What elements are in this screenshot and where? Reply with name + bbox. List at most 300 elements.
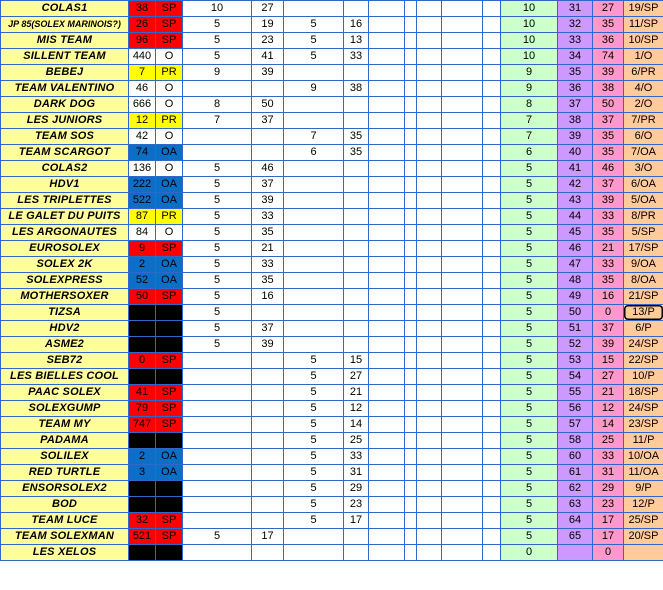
team-number-cell[interactable]: 96: [129, 33, 156, 49]
team-number-cell[interactable]: 79: [129, 401, 156, 417]
overall-position-cell[interactable]: 62: [558, 481, 593, 497]
empty-col-1-cell[interactable]: [369, 129, 405, 145]
score-a-cell[interactable]: 5: [183, 177, 252, 193]
class-rank-cell[interactable]: 21/SP: [624, 289, 663, 305]
score-d-cell[interactable]: 23: [344, 497, 369, 513]
score-d-cell[interactable]: 29: [344, 481, 369, 497]
empty-col-2-cell[interactable]: [405, 481, 417, 497]
empty-col-4-cell[interactable]: [442, 369, 483, 385]
team-number-cell[interactable]: 26: [129, 17, 156, 33]
empty-col-5-cell[interactable]: [483, 545, 501, 561]
overall-position-cell[interactable]: 48: [558, 273, 593, 289]
empty-col-3-cell[interactable]: [417, 369, 442, 385]
score-b-cell[interactable]: [252, 417, 284, 433]
score-c-cell[interactable]: 5: [284, 465, 344, 481]
overall-position-cell[interactable]: 50: [558, 305, 593, 321]
category-code-cell[interactable]: OA: [156, 145, 183, 161]
points-cell[interactable]: 35: [593, 17, 624, 33]
empty-col-4-cell[interactable]: [442, 145, 483, 161]
score-c-cell[interactable]: [284, 257, 344, 273]
score-b-cell[interactable]: 27: [252, 1, 284, 17]
empty-col-2-cell[interactable]: [405, 209, 417, 225]
score-d-cell[interactable]: 12: [344, 401, 369, 417]
empty-col-5-cell[interactable]: [483, 129, 501, 145]
points-cell[interactable]: 39: [593, 337, 624, 353]
empty-col-4-cell[interactable]: [442, 193, 483, 209]
empty-col-3-cell[interactable]: [417, 193, 442, 209]
empty-col-4-cell[interactable]: [442, 321, 483, 337]
races-count-cell[interactable]: 5: [501, 513, 558, 529]
score-a-cell[interactable]: [183, 145, 252, 161]
team-name-cell[interactable]: LES ARGONAUTES: [1, 225, 129, 241]
score-c-cell[interactable]: [284, 545, 344, 561]
empty-col-2-cell[interactable]: [405, 17, 417, 33]
empty-col-1-cell[interactable]: [369, 193, 405, 209]
score-c-cell[interactable]: 5: [284, 49, 344, 65]
score-a-cell[interactable]: 5: [183, 305, 252, 321]
class-rank-cell[interactable]: 12/P: [624, 497, 663, 513]
empty-col-2-cell[interactable]: [405, 65, 417, 81]
score-b-cell[interactable]: [252, 513, 284, 529]
empty-col-2-cell[interactable]: [405, 529, 417, 545]
empty-col-5-cell[interactable]: [483, 497, 501, 513]
class-rank-cell[interactable]: 6/P: [624, 321, 663, 337]
score-c-cell[interactable]: 5: [284, 513, 344, 529]
overall-position-cell[interactable]: 44: [558, 209, 593, 225]
team-number-cell[interactable]: 440: [129, 49, 156, 65]
empty-col-1-cell[interactable]: [369, 257, 405, 273]
team-number-cell[interactable]: 7: [129, 65, 156, 81]
overall-position-cell[interactable]: 53: [558, 353, 593, 369]
score-c-cell[interactable]: [284, 321, 344, 337]
points-cell[interactable]: 27: [593, 1, 624, 17]
overall-position-cell[interactable]: 35: [558, 65, 593, 81]
empty-col-2-cell[interactable]: [405, 497, 417, 513]
team-number-cell[interactable]: 74: [129, 145, 156, 161]
empty-col-5-cell[interactable]: [483, 257, 501, 273]
category-code-cell[interactable]: P: [156, 305, 183, 321]
empty-col-1-cell[interactable]: [369, 433, 405, 449]
team-name-cell[interactable]: TEAM VALENTINO: [1, 81, 129, 97]
empty-col-4-cell[interactable]: [442, 161, 483, 177]
score-b-cell[interactable]: 35: [252, 225, 284, 241]
team-number-cell[interactable]: 50: [129, 289, 156, 305]
score-c-cell[interactable]: [284, 161, 344, 177]
overall-position-cell[interactable]: 60: [558, 449, 593, 465]
empty-col-2-cell[interactable]: [405, 369, 417, 385]
overall-position-cell[interactable]: 46: [558, 241, 593, 257]
score-b-cell[interactable]: [252, 353, 284, 369]
empty-col-3-cell[interactable]: [417, 161, 442, 177]
class-rank-cell[interactable]: 8/OA: [624, 273, 663, 289]
empty-col-5-cell[interactable]: [483, 465, 501, 481]
empty-col-2-cell[interactable]: [405, 129, 417, 145]
category-code-cell[interactable]: OA: [156, 177, 183, 193]
class-rank-cell[interactable]: 10/SP: [624, 33, 663, 49]
score-c-cell[interactable]: [284, 97, 344, 113]
empty-col-4-cell[interactable]: [442, 273, 483, 289]
empty-col-5-cell[interactable]: [483, 225, 501, 241]
category-code-cell[interactable]: P: [156, 369, 183, 385]
empty-col-2-cell[interactable]: [405, 513, 417, 529]
empty-col-5-cell[interactable]: [483, 97, 501, 113]
team-number-cell[interactable]: 32: [129, 513, 156, 529]
score-a-cell[interactable]: 5: [183, 529, 252, 545]
empty-col-4-cell[interactable]: [442, 129, 483, 145]
score-c-cell[interactable]: 5: [284, 449, 344, 465]
empty-col-3-cell[interactable]: [417, 497, 442, 513]
category-code-cell[interactable]: OA: [156, 449, 183, 465]
empty-col-2-cell[interactable]: [405, 257, 417, 273]
empty-col-1-cell[interactable]: [369, 289, 405, 305]
team-number-cell[interactable]: 222: [129, 177, 156, 193]
races-count-cell[interactable]: 5: [501, 209, 558, 225]
score-a-cell[interactable]: 5: [183, 49, 252, 65]
overall-position-cell[interactable]: 40: [558, 145, 593, 161]
score-b-cell[interactable]: 33: [252, 257, 284, 273]
score-c-cell[interactable]: [284, 289, 344, 305]
empty-col-4-cell[interactable]: [442, 113, 483, 129]
overall-position-cell[interactable]: 61: [558, 465, 593, 481]
category-code-cell[interactable]: SP: [156, 401, 183, 417]
score-d-cell[interactable]: [344, 209, 369, 225]
empty-col-2-cell[interactable]: [405, 193, 417, 209]
team-number-cell[interactable]: 521: [129, 529, 156, 545]
score-b-cell[interactable]: 50: [252, 97, 284, 113]
team-name-cell[interactable]: MOTHERSOXER: [1, 289, 129, 305]
overall-position-cell[interactable]: 55: [558, 385, 593, 401]
empty-col-3-cell[interactable]: [417, 257, 442, 273]
class-rank-cell[interactable]: 17/SP: [624, 241, 663, 257]
score-b-cell[interactable]: 19: [252, 17, 284, 33]
overall-position-cell[interactable]: 47: [558, 257, 593, 273]
empty-col-1-cell[interactable]: [369, 401, 405, 417]
score-a-cell[interactable]: [183, 353, 252, 369]
score-b-cell[interactable]: [252, 481, 284, 497]
category-code-cell[interactable]: PR: [156, 209, 183, 225]
empty-col-1-cell[interactable]: [369, 177, 405, 193]
races-count-cell[interactable]: 5: [501, 177, 558, 193]
empty-col-4-cell[interactable]: [442, 465, 483, 481]
overall-position-cell[interactable]: [558, 545, 593, 561]
empty-col-3-cell[interactable]: [417, 321, 442, 337]
class-rank-cell[interactable]: 5/SP: [624, 225, 663, 241]
score-a-cell[interactable]: 5: [183, 289, 252, 305]
empty-col-5-cell[interactable]: [483, 193, 501, 209]
empty-col-3-cell[interactable]: [417, 385, 442, 401]
empty-col-3-cell[interactable]: [417, 529, 442, 545]
points-cell[interactable]: 35: [593, 145, 624, 161]
races-count-cell[interactable]: 5: [501, 257, 558, 273]
team-name-cell[interactable]: RED TURTLE: [1, 465, 129, 481]
team-number-cell[interactable]: 0: [129, 353, 156, 369]
empty-col-2-cell[interactable]: [405, 161, 417, 177]
class-rank-cell[interactable]: 1/O: [624, 49, 663, 65]
class-rank-cell[interactable]: 25/SP: [624, 513, 663, 529]
empty-col-4-cell[interactable]: [442, 385, 483, 401]
team-name-cell[interactable]: SOLEX 2K: [1, 257, 129, 273]
team-number-cell[interactable]: 522: [129, 193, 156, 209]
empty-col-3-cell[interactable]: [417, 209, 442, 225]
team-name-cell[interactable]: COLAS1: [1, 1, 129, 17]
empty-col-4-cell[interactable]: [442, 401, 483, 417]
races-count-cell[interactable]: 0: [501, 545, 558, 561]
category-code-cell[interactable]: O: [156, 49, 183, 65]
score-c-cell[interactable]: [284, 193, 344, 209]
team-number-cell[interactable]: 87: [129, 209, 156, 225]
score-c-cell[interactable]: 7: [284, 129, 344, 145]
empty-col-5-cell[interactable]: [483, 513, 501, 529]
races-count-cell[interactable]: 5: [501, 193, 558, 209]
score-a-cell[interactable]: [183, 129, 252, 145]
class-rank-cell[interactable]: 20/SP: [624, 529, 663, 545]
score-d-cell[interactable]: [344, 97, 369, 113]
score-c-cell[interactable]: [284, 1, 344, 17]
score-a-cell[interactable]: [183, 513, 252, 529]
score-a-cell[interactable]: [183, 433, 252, 449]
points-cell[interactable]: 37: [593, 321, 624, 337]
team-name-cell[interactable]: LES JUNIORS: [1, 113, 129, 129]
empty-col-1-cell[interactable]: [369, 369, 405, 385]
empty-col-2-cell[interactable]: [405, 305, 417, 321]
category-code-cell[interactable]: OA: [156, 257, 183, 273]
category-code-cell[interactable]: OA: [156, 273, 183, 289]
empty-col-5-cell[interactable]: [483, 273, 501, 289]
points-cell[interactable]: 37: [593, 113, 624, 129]
category-code-cell[interactable]: P: [156, 545, 183, 561]
empty-col-5-cell[interactable]: [483, 369, 501, 385]
races-count-cell[interactable]: 5: [501, 289, 558, 305]
team-number-cell[interactable]: 136: [129, 161, 156, 177]
score-c-cell[interactable]: 6: [284, 145, 344, 161]
team-name-cell[interactable]: HDV1: [1, 177, 129, 193]
category-code-cell[interactable]: PR: [156, 113, 183, 129]
races-count-cell[interactable]: 5: [501, 401, 558, 417]
empty-col-3-cell[interactable]: [417, 81, 442, 97]
score-a-cell[interactable]: [183, 417, 252, 433]
empty-col-4-cell[interactable]: [442, 529, 483, 545]
empty-col-3-cell[interactable]: [417, 273, 442, 289]
points-cell[interactable]: 21: [593, 385, 624, 401]
empty-col-2-cell[interactable]: [405, 241, 417, 257]
score-c-cell[interactable]: 5: [284, 417, 344, 433]
empty-col-2-cell[interactable]: [405, 273, 417, 289]
class-rank-cell[interactable]: 9/P: [624, 481, 663, 497]
empty-col-2-cell[interactable]: [405, 385, 417, 401]
empty-col-1-cell[interactable]: [369, 305, 405, 321]
points-cell[interactable]: 33: [593, 209, 624, 225]
empty-col-2-cell[interactable]: [405, 353, 417, 369]
empty-col-4-cell[interactable]: [442, 257, 483, 273]
team-name-cell[interactable]: LES XELOS: [1, 545, 129, 561]
score-d-cell[interactable]: 14: [344, 417, 369, 433]
empty-col-1-cell[interactable]: [369, 385, 405, 401]
points-cell[interactable]: 31: [593, 465, 624, 481]
score-c-cell[interactable]: 5: [284, 17, 344, 33]
team-name-cell[interactable]: SOLEXPRESS: [1, 273, 129, 289]
points-cell[interactable]: 39: [593, 193, 624, 209]
empty-col-3-cell[interactable]: [417, 145, 442, 161]
empty-col-1-cell[interactable]: [369, 161, 405, 177]
score-c-cell[interactable]: [284, 273, 344, 289]
empty-col-1-cell[interactable]: [369, 81, 405, 97]
score-b-cell[interactable]: [252, 449, 284, 465]
class-rank-cell[interactable]: 11/P: [624, 433, 663, 449]
races-count-cell[interactable]: 5: [501, 225, 558, 241]
class-rank-cell[interactable]: 10/P: [624, 369, 663, 385]
overall-position-cell[interactable]: 45: [558, 225, 593, 241]
category-code-cell[interactable]: SP: [156, 529, 183, 545]
class-rank-cell[interactable]: 11/SP: [624, 17, 663, 33]
empty-col-5-cell[interactable]: [483, 433, 501, 449]
empty-col-2-cell[interactable]: [405, 321, 417, 337]
score-c-cell[interactable]: 5: [284, 433, 344, 449]
score-d-cell[interactable]: 27: [344, 369, 369, 385]
points-cell[interactable]: 27: [593, 369, 624, 385]
empty-col-5-cell[interactable]: [483, 321, 501, 337]
empty-col-5-cell[interactable]: [483, 161, 501, 177]
score-b-cell[interactable]: 41: [252, 49, 284, 65]
score-c-cell[interactable]: 5: [284, 385, 344, 401]
category-code-cell[interactable]: SP: [156, 513, 183, 529]
team-number-cell[interactable]: 2: [129, 257, 156, 273]
class-rank-cell[interactable]: 11/OA: [624, 465, 663, 481]
overall-position-cell[interactable]: 63: [558, 497, 593, 513]
team-number-cell[interactable]: 42: [129, 321, 156, 337]
empty-col-1-cell[interactable]: [369, 17, 405, 33]
score-d-cell[interactable]: 35: [344, 145, 369, 161]
class-rank-cell[interactable]: [624, 545, 663, 561]
category-code-cell[interactable]: O: [156, 81, 183, 97]
empty-col-3-cell[interactable]: [417, 545, 442, 561]
team-number-cell[interactable]: 3: [129, 465, 156, 481]
empty-col-2-cell[interactable]: [405, 81, 417, 97]
class-rank-cell[interactable]: 2/O: [624, 97, 663, 113]
empty-col-3-cell[interactable]: [417, 49, 442, 65]
empty-col-3-cell[interactable]: [417, 353, 442, 369]
points-cell[interactable]: 35: [593, 225, 624, 241]
score-b-cell[interactable]: [252, 401, 284, 417]
team-name-cell[interactable]: LE GALET DU PUITS: [1, 209, 129, 225]
class-rank-cell[interactable]: 6/OA: [624, 177, 663, 193]
overall-position-cell[interactable]: 52: [558, 337, 593, 353]
score-b-cell[interactable]: [252, 465, 284, 481]
score-a-cell[interactable]: 5: [183, 209, 252, 225]
overall-position-cell[interactable]: 36: [558, 81, 593, 97]
races-count-cell[interactable]: 5: [501, 369, 558, 385]
races-count-cell[interactable]: 7: [501, 129, 558, 145]
score-a-cell[interactable]: 5: [183, 257, 252, 273]
category-code-cell[interactable]: SP: [156, 289, 183, 305]
team-number-cell[interactable]: 25: [129, 305, 156, 321]
team-name-cell[interactable]: TEAM MY: [1, 417, 129, 433]
team-name-cell[interactable]: EUROSOLEX: [1, 241, 129, 257]
races-count-cell[interactable]: 5: [501, 353, 558, 369]
races-count-cell[interactable]: 5: [501, 449, 558, 465]
score-b-cell[interactable]: 46: [252, 161, 284, 177]
team-number-cell[interactable]: 1: [129, 481, 156, 497]
score-a-cell[interactable]: [183, 81, 252, 97]
score-a-cell[interactable]: [183, 545, 252, 561]
team-name-cell[interactable]: TEAM SOS: [1, 129, 129, 145]
team-name-cell[interactable]: TEAM LUCE: [1, 513, 129, 529]
class-rank-cell[interactable]: 19/SP: [624, 1, 663, 17]
team-number-cell[interactable]: 46: [129, 81, 156, 97]
empty-col-4-cell[interactable]: [442, 225, 483, 241]
overall-position-cell[interactable]: 42: [558, 177, 593, 193]
empty-col-4-cell[interactable]: [442, 65, 483, 81]
score-c-cell[interactable]: [284, 113, 344, 129]
empty-col-1-cell[interactable]: [369, 145, 405, 161]
races-count-cell[interactable]: 5: [501, 481, 558, 497]
points-cell[interactable]: 39: [593, 65, 624, 81]
empty-col-3-cell[interactable]: [417, 401, 442, 417]
score-a-cell[interactable]: [183, 369, 252, 385]
empty-col-1-cell[interactable]: [369, 513, 405, 529]
empty-col-1-cell[interactable]: [369, 529, 405, 545]
team-number-cell[interactable]: 19: [129, 369, 156, 385]
score-d-cell[interactable]: 15: [344, 353, 369, 369]
score-c-cell[interactable]: [284, 177, 344, 193]
overall-position-cell[interactable]: 54: [558, 369, 593, 385]
team-name-cell[interactable]: JP 85(SOLEX MARINOIS?): [1, 17, 129, 33]
empty-col-2-cell[interactable]: [405, 433, 417, 449]
overall-position-cell[interactable]: 64: [558, 513, 593, 529]
score-a-cell[interactable]: [183, 449, 252, 465]
class-rank-cell[interactable]: 8/PR: [624, 209, 663, 225]
score-a-cell[interactable]: 7: [183, 113, 252, 129]
score-b-cell[interactable]: [252, 433, 284, 449]
team-number-cell[interactable]: 7: [129, 497, 156, 513]
races-count-cell[interactable]: 5: [501, 417, 558, 433]
points-cell[interactable]: 33: [593, 449, 624, 465]
empty-col-3-cell[interactable]: [417, 305, 442, 321]
races-count-cell[interactable]: 9: [501, 81, 558, 97]
team-name-cell[interactable]: SILLENT TEAM: [1, 49, 129, 65]
category-code-cell[interactable]: P: [156, 497, 183, 513]
empty-col-2-cell[interactable]: [405, 1, 417, 17]
team-name-cell[interactable]: LES TRIPLETTES: [1, 193, 129, 209]
team-number-cell[interactable]: 38: [129, 1, 156, 17]
category-code-cell[interactable]: OA: [156, 193, 183, 209]
score-d-cell[interactable]: [344, 545, 369, 561]
score-c-cell[interactable]: [284, 529, 344, 545]
score-d-cell[interactable]: 31: [344, 465, 369, 481]
score-c-cell[interactable]: 5: [284, 481, 344, 497]
empty-col-3-cell[interactable]: [417, 433, 442, 449]
score-d-cell[interactable]: 33: [344, 49, 369, 65]
empty-col-1-cell[interactable]: [369, 113, 405, 129]
empty-col-3-cell[interactable]: [417, 1, 442, 17]
empty-col-4-cell[interactable]: [442, 305, 483, 321]
empty-col-1-cell[interactable]: [369, 209, 405, 225]
class-rank-cell[interactable]: 7/OA: [624, 145, 663, 161]
empty-col-4-cell[interactable]: [442, 353, 483, 369]
empty-col-5-cell[interactable]: [483, 385, 501, 401]
team-name-cell[interactable]: HDV2: [1, 321, 129, 337]
empty-col-4-cell[interactable]: [442, 433, 483, 449]
empty-col-1-cell[interactable]: [369, 497, 405, 513]
empty-col-2-cell[interactable]: [405, 49, 417, 65]
score-d-cell[interactable]: [344, 321, 369, 337]
score-c-cell[interactable]: 5: [284, 401, 344, 417]
empty-col-5-cell[interactable]: [483, 49, 501, 65]
overall-position-cell[interactable]: 58: [558, 433, 593, 449]
empty-col-1-cell[interactable]: [369, 225, 405, 241]
empty-col-4-cell[interactable]: [442, 481, 483, 497]
empty-col-5-cell[interactable]: [483, 177, 501, 193]
races-count-cell[interactable]: 5: [501, 337, 558, 353]
